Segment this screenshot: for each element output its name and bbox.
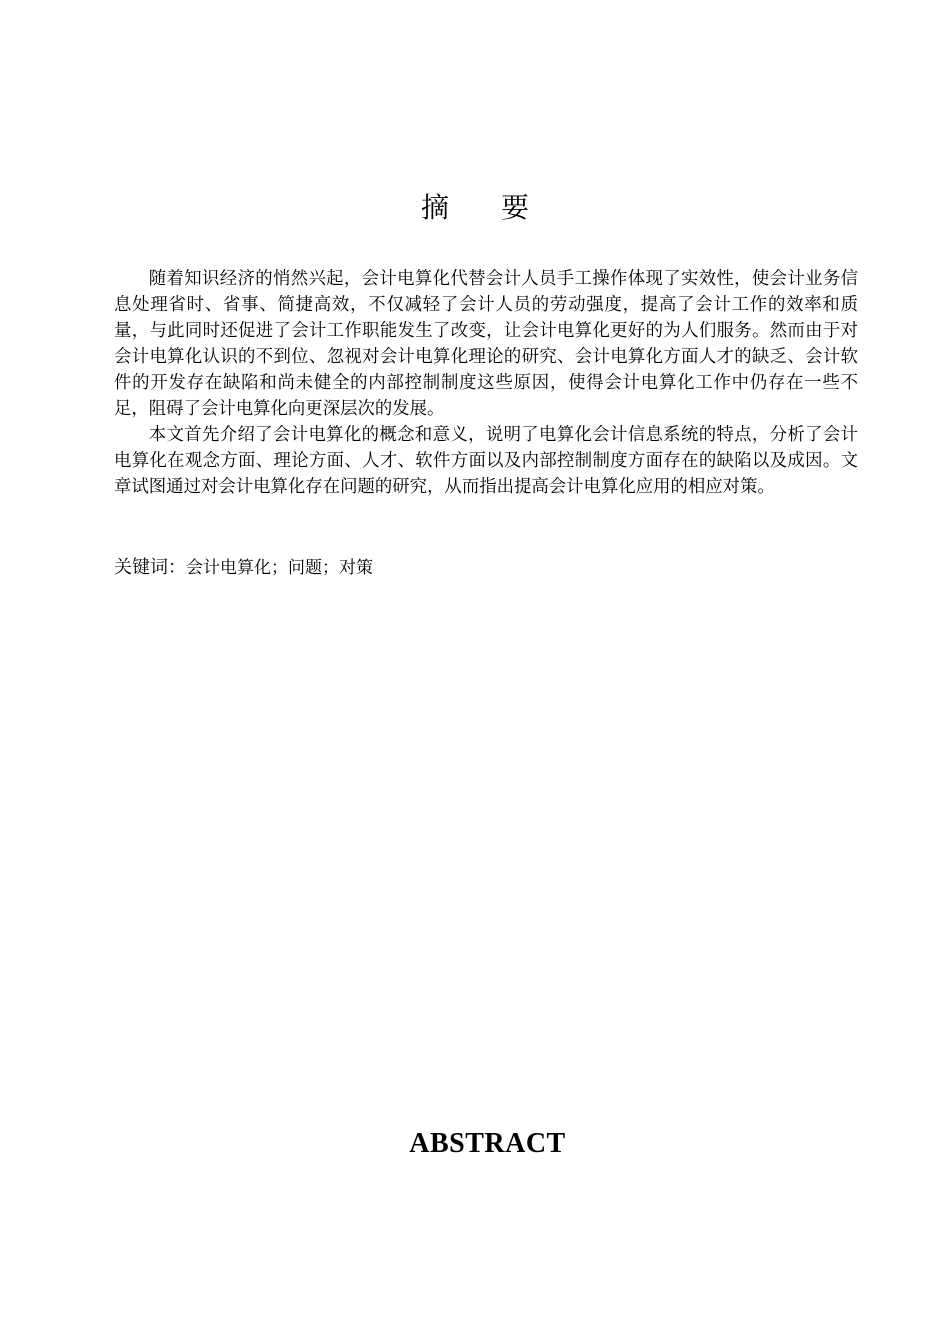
keywords-line [114,555,858,581]
keywords-label: 关键词： [114,557,186,578]
keywords-text: 会计电算化；问题；对策 [186,558,373,578]
chinese-abstract-title: 摘要 [420,191,581,224]
chinese-abstract-body [114,266,858,500]
abstract-paragraph-2: 本文首先介绍了会计电算化的概念和意义，说明了电算化会计信息系统的特点，分析了会计电算化在观念方面、理论方面、人才、软件方面以及内部控制制度方面存在的缺陷以及成因。文章试图通过对会计电算化存在问题的研究，从而指出提高会计电算化应用的相应对策。 [114,425,858,497]
english-abstract-title: ABSTRACT [409,1128,566,1159]
abstract-paragraph-1: 随着知识经济的悄然兴起，会计电算化代替会计人员手工操作体现了实效性，使会计业务信息处理省时、省事、简捷高效，不仅减轻了会计人员的劳动强度，提高了会计工作的效率和质量，与此同时还促进了会计工作职能发生了改变，让会计电算化更好的为人们服务。然而由于对会计电算化认识的不到位、忽视对会计电算化理论的研究、会计电算化方面人才的缺乏、会计软件的开发存在缺陷和尚未健全的内部控制制度这些原因，使得会计电算化工作中仍存在一些不足，阻碍了会计电算化向更深层次的发展。 [114,269,858,419]
